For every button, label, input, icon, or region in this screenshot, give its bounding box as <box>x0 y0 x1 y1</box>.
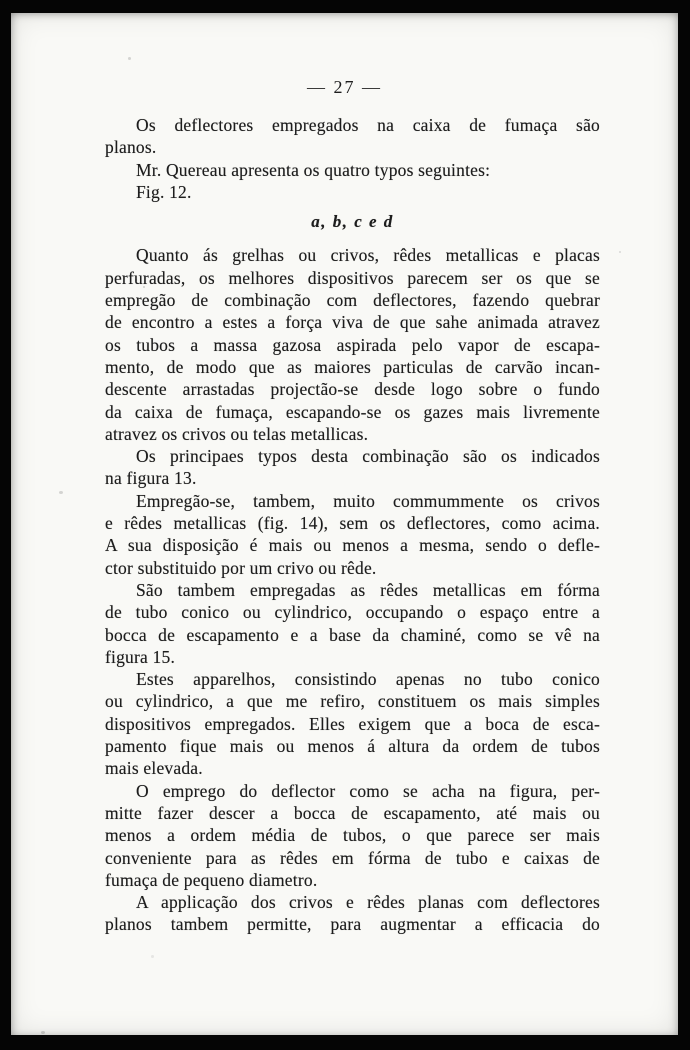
text-line: fumaça de pequeno diametro. <box>105 869 318 890</box>
text-line: e rêdes metallicas (fig. 14), sem os deflectores, como acima. <box>105 513 600 534</box>
text-line: conveniente para as rêdes em fórma de tubo e caixas de <box>105 847 600 868</box>
scan-speck <box>151 955 154 958</box>
figure-caption: a, b, c e d <box>311 212 394 232</box>
text-line: dispositivos empregados. Elles exigem que a boca de esca- <box>105 713 600 734</box>
text-line: os tubos a massa gazosa aspirada pelo vapor de escapa- <box>105 334 600 355</box>
text-line: de encontro a estes a força viva de que sahe animada atravez <box>105 312 600 333</box>
text-line: A sua disposição é mais ou menos a mesma, sendo o defle- <box>105 535 600 556</box>
text-line: planos. <box>105 137 157 158</box>
page-number: — 27 — <box>307 77 382 97</box>
text-line: mais elevada. <box>105 758 203 779</box>
text-line: A applicação dos crivos e rêdes planas com deflectores <box>136 892 600 913</box>
text-line: Mr. Quereau apresenta os quatro typos seguintes: <box>136 159 491 180</box>
text-line: perfuradas, os melhores dispositivos parecem ser os que se <box>105 267 600 288</box>
text-line: atravez os crivos ou telas metallicas. <box>105 423 369 444</box>
text-line: Estes apparelhos, consistindo apenas no tubo conico <box>136 669 600 690</box>
text-line: mento, de modo que as maiores particulas de carvão incan- <box>105 356 600 377</box>
text-line: Os deflectores empregados na caixa de fumaça são <box>136 115 600 135</box>
text-line: menos a ordem média de tubos, o que parece ser mais <box>105 825 600 846</box>
text-line: bocca de escapamento e a base da chaminé, como se vê na <box>105 624 600 645</box>
text-line: descente arrastadas projectão-se desde logo sobre o fundo <box>105 379 600 400</box>
text-line: empregão de combinação com deflectores, fazendo quebrar <box>105 290 600 311</box>
text-line: mitte fazer descer a bocca de escapamento, até mais ou <box>105 802 600 823</box>
text-line: na figura 13. <box>105 468 197 489</box>
text-line: pamento fique mais ou menos á altura da ordem de tubos <box>105 736 600 757</box>
scan-speck <box>59 491 63 494</box>
text-line: Os principaes typos desta combinação são os indicados <box>136 446 600 467</box>
text-line: da caixa de fumaça, escapando-se os gazes mais livremente <box>105 401 600 422</box>
text-line: ou cylindrico, a que me refiro, constituem os mais simples <box>105 691 600 712</box>
scan-speck <box>619 251 621 253</box>
text-line: São tambem empregadas as rêdes metallicas em fórma <box>136 579 600 600</box>
text-line: Fig. 12. <box>136 181 192 202</box>
book-page <box>11 13 678 1035</box>
text-line: ctor substituido por um crivo ou rêde. <box>105 557 377 578</box>
scan-speck <box>41 1031 45 1034</box>
text-line: Quanto ás grelhas ou crivos, rêdes metallicas e placas <box>136 245 600 266</box>
text-line: figura 15. <box>105 646 176 667</box>
scan-speck <box>128 57 131 60</box>
text-line: planos tambem permitte, para augmentar a efficacia do <box>105 914 600 935</box>
text-line: de tubo conico ou cylindrico, occupando o espaço entre a <box>105 602 600 623</box>
text-line: Empregão-se, tambem, muito commummente os crivos <box>136 490 600 511</box>
text-line: O emprego do deflector como se acha na figura, per- <box>136 780 600 801</box>
text-block <box>105 114 600 936</box>
